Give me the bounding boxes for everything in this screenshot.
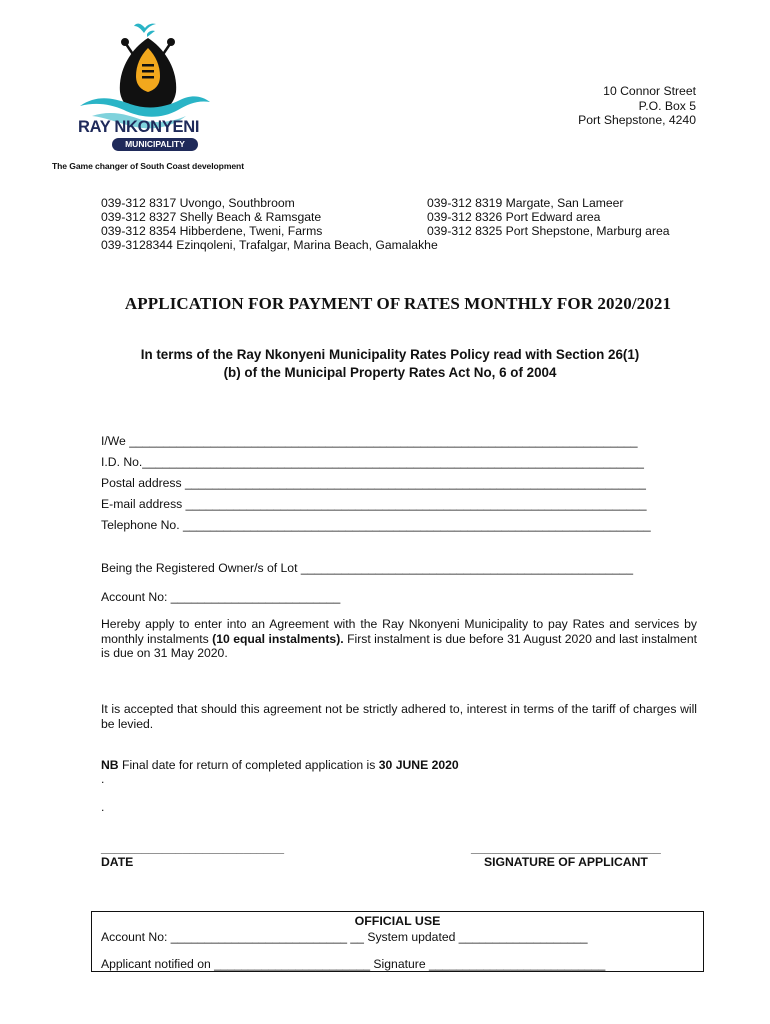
- agreement-text-end: First instalment is due before 31 August 2020 and last instalment is due on 31 May 2020.: [101, 631, 698, 660]
- address-line: P.O. Box 5: [638, 98, 696, 113]
- nb-date: 30 JUNE 2020: [378, 758, 459, 772]
- date-label: DATE: [101, 855, 134, 869]
- nb-note: [101, 758, 459, 772]
- official-use-title: OFFICIAL USE: [354, 914, 441, 928]
- iwe-field[interactable]: I/We ___________________________________________________________________________: [101, 434, 638, 448]
- agreement-bold-text: (10 equal instalments).: [212, 631, 344, 646]
- signature-line[interactable]: ____________________________: [471, 841, 661, 855]
- phone-row: [101, 238, 438, 252]
- logo-tagline: The Game changer of South Coast development: [52, 161, 244, 171]
- registered-owner-lot-field[interactable]: Being the Registered Owner/s of Lot _________________________________________________: [101, 561, 633, 575]
- phone-entry: 039-312 8325 Port Shepstone, Marburg area: [427, 224, 670, 238]
- phone-entry: 039-312 8354 Hibberdene, Tweni, Farms: [101, 224, 323, 238]
- address-block: [578, 84, 696, 128]
- phone-entry: 039-312 8326 Port Edward area: [427, 210, 601, 224]
- logo-sub: MUNICIPALITY: [112, 138, 198, 151]
- document-subtitle: [60, 346, 720, 382]
- phone-entry: 039-312 8319 Margate, San Lameer: [427, 196, 624, 210]
- telephone-field[interactable]: Telephone No. _____________________________________________________________________: [101, 518, 651, 532]
- phone-list: [101, 196, 670, 252]
- signature-label: SIGNATURE OF APPLICANT: [484, 855, 648, 869]
- email-address-field[interactable]: E-mail address ____________________________________________________________________: [101, 497, 647, 511]
- address-line: Port Shepstone, 4240: [578, 113, 696, 127]
- postal-address-field[interactable]: Postal address ____________________________________________________________________: [101, 476, 646, 490]
- logo-name: RAY NKONYENI: [78, 118, 200, 136]
- phone-entry: 039-312 8317 Uvongo, Southbroom: [101, 196, 295, 210]
- nb-text: Final date for return of completed application is: [118, 758, 379, 772]
- official-use-box: [91, 911, 704, 972]
- official-account-line[interactable]: Account No: __________________________ __ System updated ___________________: [101, 930, 588, 944]
- date-line[interactable]: ___________________________: [101, 841, 285, 855]
- subtitle-line: In terms of the Ray Nkonyeni Municipality Rates Policy read with Section 26(1): [140, 347, 640, 362]
- agreement-text: Hereby apply to enter into an Agreement with the Ray Nkonyeni Municipality to pay Rates and services by monthly instalments: [101, 617, 697, 646]
- document-title: APPLICATION FOR PAYMENT OF RATES MONTHLY FOR 2020/2021: [124, 294, 672, 313]
- address-line: 10 Connor Street: [603, 84, 696, 98]
- phone-entry: 039-3128344 Ezinqoleni, Trafalgar, Marina Beach, Gamalakhe: [101, 238, 438, 252]
- phone-entry: 039-312 8327 Shelly Beach & Ramsgate: [101, 210, 322, 224]
- agreement-paragraph: [101, 617, 697, 661]
- phone-row: [101, 196, 624, 210]
- account-number-field[interactable]: Account No: _________________________: [101, 590, 341, 604]
- nb-label: NB: [101, 758, 119, 772]
- municipality-logo: [52, 14, 252, 174]
- official-notified-line[interactable]: Applicant notified on _______________________ Signature __________________________: [101, 957, 606, 971]
- phone-row: [101, 210, 601, 224]
- dot-mark: .: [101, 800, 105, 814]
- interest-paragraph: It is accepted that should this agreement not be strictly adhered to, interest in terms of the tariff of charges will be levied.: [101, 702, 697, 731]
- id-number-field[interactable]: I.D. No.__________________________________________________________________________: [101, 455, 644, 469]
- dot-mark: .: [101, 772, 105, 786]
- subtitle-line: (b) of the Municipal Property Rates Act No, 6 of 2004: [223, 365, 557, 380]
- phone-row: [101, 224, 670, 238]
